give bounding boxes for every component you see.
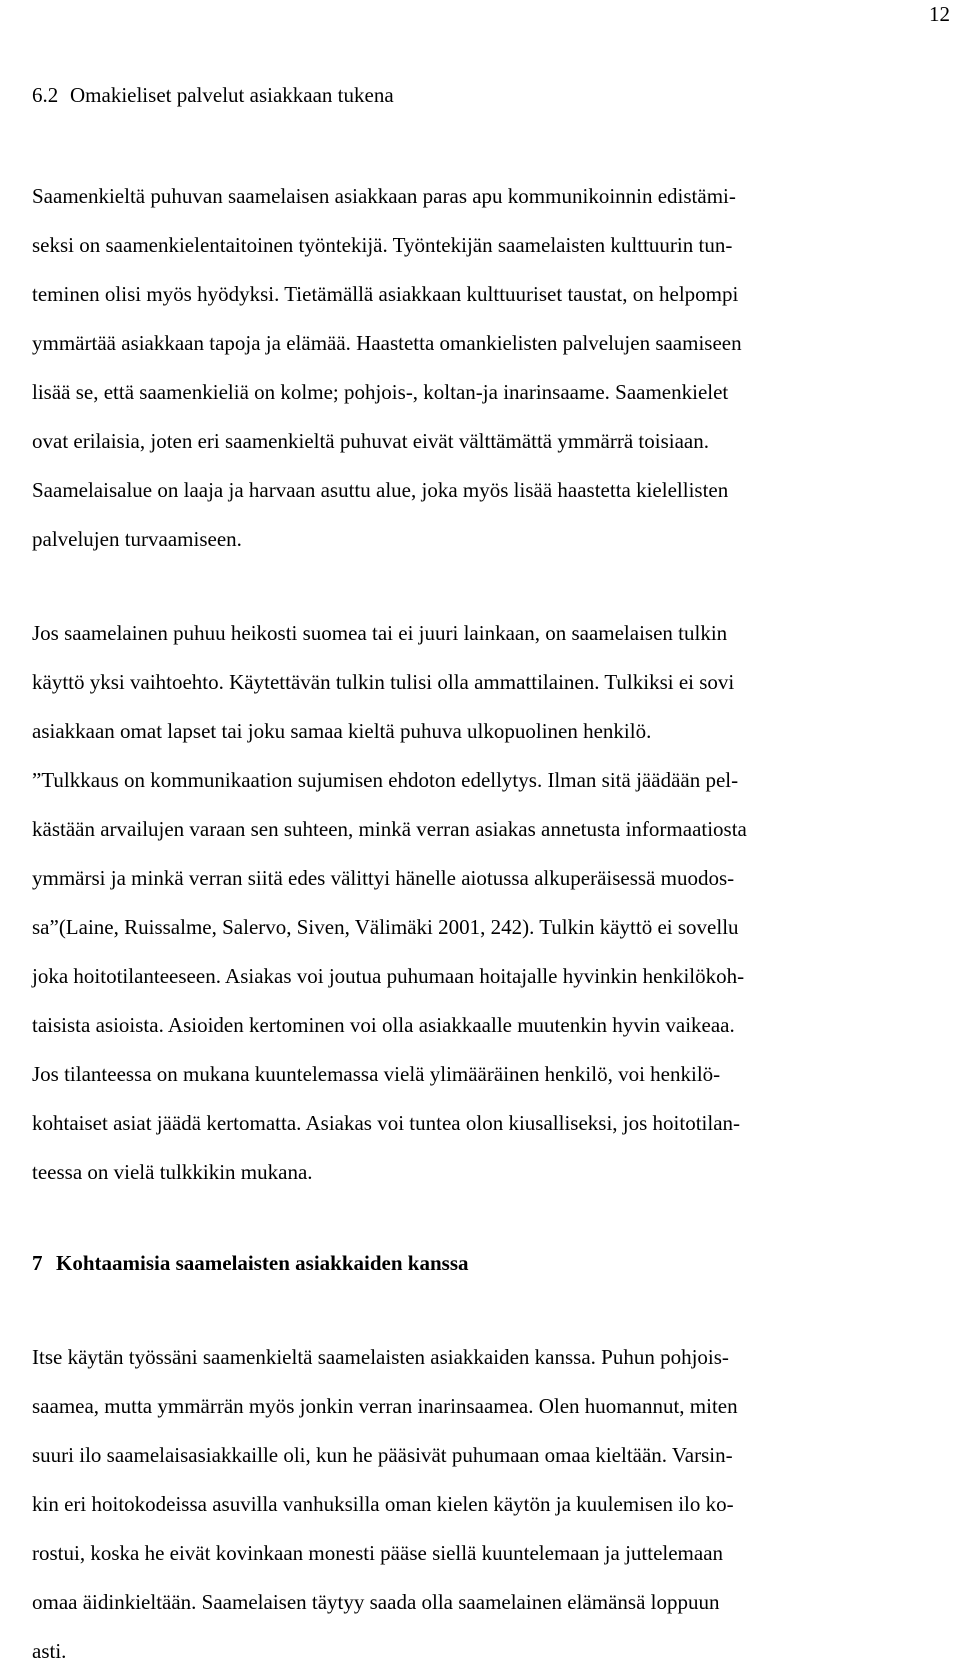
text-line: palvelujen turvaamiseen. (32, 527, 242, 551)
subsection-number: 6.2 (32, 83, 59, 107)
paragraph-3 (32, 1333, 932, 1676)
text-line: ymmärsi ja minkä verran siitä edes välittyi hänelle aiotussa alkuperäisessä muodos- (32, 866, 735, 890)
section-heading (32, 1246, 932, 1280)
paragraph-1 (32, 172, 932, 564)
text-line: käyttö yksi vaihtoehto. Käytettävän tulkin tulisi olla ammattilainen. Tulkiksi ei sovi (32, 670, 735, 694)
text-line: Saamelaisalue on laaja ja harvaan asuttu alue, joka myös lisää haastetta kielellisten (32, 478, 729, 502)
text-line: kin eri hoitokodeissa asuvilla vanhuksilla oman kielen käytön ja kuulemisen ilo ko- (32, 1492, 734, 1516)
text-line: Saamenkieltä puhuvan saamelaisen asiakkaan paras apu kommunikoinnin edistämi- (32, 184, 736, 208)
subsection-title: Omakieliset palvelut asiakkaan tukena (70, 83, 394, 107)
text-line: saamea, mutta ymmärrän myös jonkin verran inarinsaamea. Olen huomannut, miten (32, 1394, 738, 1418)
text-line: Jos tilanteessa on mukana kuuntelemassa vielä ylimääräinen henkilö, voi henkilö- (32, 1062, 721, 1086)
subsection-heading (32, 78, 932, 112)
text-line: ymmärtää asiakkaan tapoja ja elämää. Haastetta omankielisten palvelujen saamiseen (32, 331, 742, 355)
text-line: suuri ilo saamelaisasiakkaille oli, kun he pääsivät puhumaan omaa kieltään. Varsin- (32, 1443, 733, 1467)
page-body (32, 78, 932, 1676)
text-line: omaa äidinkieltään. Saamelaisen täytyy saada olla saamelainen elämänsä loppuun (32, 1590, 720, 1614)
text-line: teessa on vielä tulkkikin mukana. (32, 1160, 313, 1184)
paragraph-2 (32, 609, 932, 1197)
section-title: Kohtaamisia saamelaisten asiakkaiden kanssa (56, 1251, 469, 1275)
text-line: kästään arvailujen varaan sen suhteen, minkä verran asiakas annetusta informaatiosta (32, 817, 747, 841)
text-line: seksi on saamenkielentaitoinen työntekijä. Työntekijän saamelaisten kulttuurin tun- (32, 233, 733, 257)
text-line: lisää se, että saamenkieliä on kolme; pohjois-, koltan-ja inarinsaame. Saamenkielet (32, 380, 729, 404)
page-number: 12 (929, 2, 950, 26)
text-line: teminen olisi myös hyödyksi. Tietämällä asiakkaan kulttuuriset taustat, on helpompi (32, 282, 739, 306)
section-number: 7 (32, 1251, 43, 1275)
text-line: rostui, koska he eivät kovinkaan monesti pääse siellä kuuntelemaan ja juttelemaan (32, 1541, 724, 1565)
text-line: ”Tulkkaus on kommunikaation sujumisen ehdoton edellytys. Ilman sitä jäädään pel- (32, 768, 739, 792)
text-line: asiakkaan omat lapset tai joku samaa kieltä puhuva ulkopuolinen henkilö. (32, 719, 652, 743)
text-line: Itse käytän työssäni saamenkieltä saamelaisten asiakkaiden kanssa. Puhun pohjois- (32, 1345, 729, 1369)
text-line: asti. (32, 1639, 67, 1663)
text-line: sa”(Laine, Ruissalme, Salervo, Siven, Välimäki 2001, 242). Tulkin käyttö ei sovellu (32, 915, 739, 939)
text-line: joka hoitotilanteeseen. Asiakas voi joutua puhumaan hoitajalle hyvinkin henkilökoh- (32, 964, 745, 988)
text-line: Jos saamelainen puhuu heikosti suomea tai ei juuri lainkaan, on saamelaisen tulkin (32, 621, 728, 645)
text-line: ovat erilaisia, joten eri saamenkieltä puhuvat eivät välttämättä ymmärrä toisiaan. (32, 429, 709, 453)
text-line: kohtaiset asiat jäädä kertomatta. Asiakas voi tuntea olon kiusalliseksi, jos hoitotilan- (32, 1111, 741, 1135)
text-line: taisista asioista. Asioiden kertominen voi olla asiakkaalle muutenkin hyvin vaikeaa. (32, 1013, 735, 1037)
